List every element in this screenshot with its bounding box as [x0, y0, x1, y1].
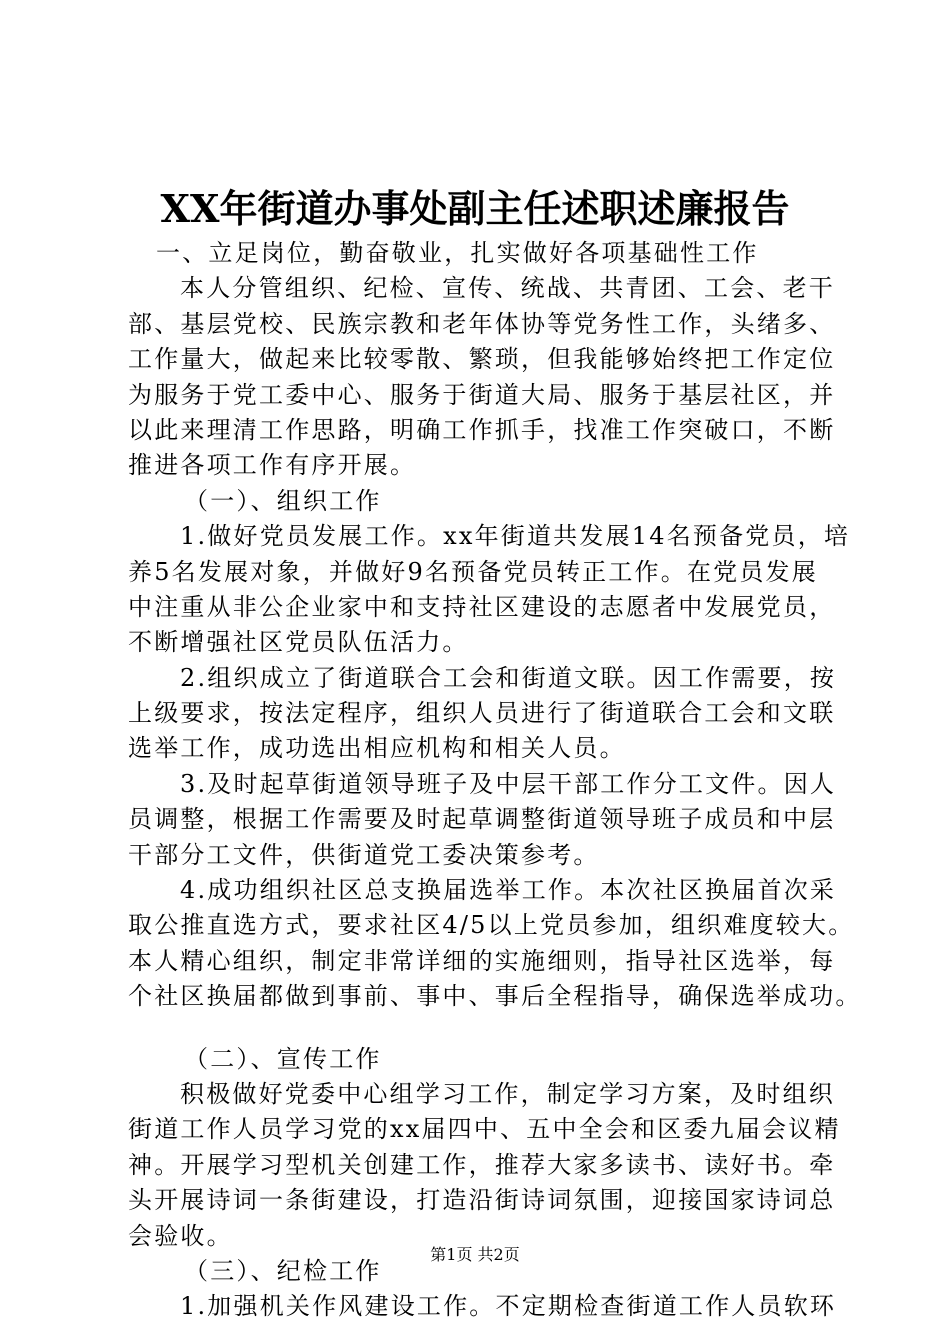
paragraph-line: 选举工作，成功选出相应机构和相关人员。 [128, 734, 626, 763]
subsection-heading: （三）、纪检工作 [184, 1256, 382, 1285]
paragraph-line: 会验收。 [128, 1221, 233, 1250]
paragraph-line: 头开展诗词一条街建设，打造沿街诗词氛围，迎接国家诗词总 [128, 1186, 836, 1215]
paragraph-line: 中注重从非公企业家中和支持社区建设的志愿者中发展党员， [128, 592, 836, 621]
paragraph-line: 养5名发展对象，并做好9名预备党员转正工作。在党员发展 [128, 557, 818, 586]
paragraph-line: 不断增强社区党员队伍活力。 [128, 628, 469, 657]
paragraph-line: 积极做好党委中心组学习工作，制定学习方案，及时组织 [180, 1079, 835, 1108]
paragraph-line: 取公推直选方式，要求社区4/5以上党员参加，组织难度较大。 [128, 911, 855, 940]
section-heading: 一、立足岗位，勤奋敬业，扎实做好各项基础性工作 [156, 239, 759, 267]
page-footer: 第1页 共2页 [430, 1245, 520, 1264]
paragraph-line: 以此来理清工作思路，明确工作抓手，找准工作突破口，不断 [128, 415, 836, 444]
paragraph-line: 本人分管组织、纪检、宣传、统战、共青团、工会、老干 [180, 274, 835, 303]
paragraph-line: 4.成功组织社区总支换届选举工作。本次社区换届首次采 [180, 876, 837, 905]
document-body [128, 236, 862, 1325]
paragraph-spacer [128, 1015, 828, 1042]
paragraph-line: 干部分工文件，供街道党工委决策参考。 [128, 840, 600, 869]
paragraph-line: 街道工作人员学习党的xx届四中、五中全会和区委九届会议精 [128, 1115, 841, 1144]
paragraph-line: 3.及时起草街道领导班子及中层干部工作分工文件。因人 [180, 769, 837, 798]
subsection-heading: （二）、宣传工作 [184, 1044, 382, 1073]
paragraph-line: 员调整，根据工作需要及时起草调整街道领导班子成员和中层 [128, 805, 836, 834]
paragraph-line: 1.做好党员发展工作。xx年街道共发展14名预备党员，培 [180, 522, 851, 551]
paragraph-line: 个社区换届都做到事前、事中、事后全程指导，确保选举成功。 [128, 982, 862, 1011]
paragraph-line: 为服务于党工委中心、服务于街道大局、服务于基层社区，并 [128, 380, 836, 409]
paragraph-line: 推进各项工作有序开展。 [128, 451, 417, 480]
paragraph-line: 2.组织成立了街道联合工会和街道文联。因工作需要，按 [180, 663, 837, 692]
paragraph-line: 上级要求，按法定程序，组织人员进行了街道联合工会和文联 [128, 699, 836, 728]
paragraph-line: 本人精心组织，制定非常详细的实施细则，指导社区选举，每 [128, 946, 836, 975]
paragraph-line: 1.加强机关作风建设工作。不定期检查街道工作人员软环 [180, 1292, 837, 1321]
subsection-heading: （一）、组织工作 [184, 486, 382, 515]
document-title: XX年街道办事处副主任述职述廉报告 [160, 186, 790, 231]
paragraph-line: 部、基层党校、民族宗教和老年体协等党务性工作，头绪多、 [128, 309, 836, 338]
paragraph-line: 神。开展学习型机关创建工作，推荐大家多读书、读好书。牵 [128, 1150, 836, 1179]
paragraph-line: 工作量大，做起来比较零散、繁琐，但我能够始终把工作定位 [128, 345, 836, 374]
